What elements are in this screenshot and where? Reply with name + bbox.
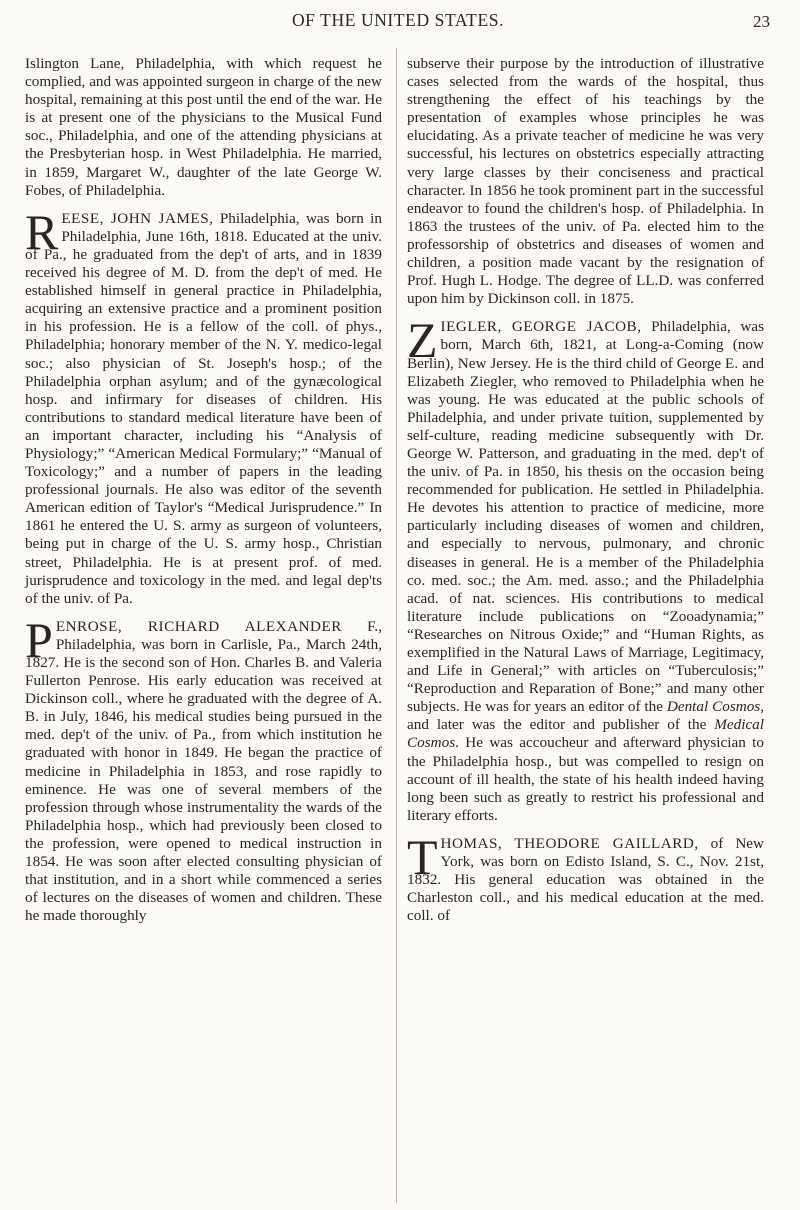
entry-reese xyxy=(25,203,382,608)
entry-body: . He was accoucheur and afterward physician to the Philadelphia hosp., but was compelled to resign on account of ill health, the state of his health indeed having long been such as greatly to restrict his professional and literary efforts. xyxy=(407,734,764,824)
entry-name: EESE, JOHN JAMES, xyxy=(61,209,214,227)
entry-thomas xyxy=(407,828,764,925)
column-divider xyxy=(396,48,397,1203)
journal-title: Dental Cosmos xyxy=(666,698,761,716)
entry-body: of New York, was born on Edisto Island, S. C., Nov. 21st, 1832. His general education was obtained in the Charleston coll., and his medical education at the med. coll. of xyxy=(407,834,764,925)
drop-cap: T xyxy=(407,828,438,885)
entry-body: Philadelphia, was born, March 6th, 1821, at Long-a-Coming (now Berlin), New Jersey. He is the third child of George E. and Elizabeth Ziegler, who removed to Philadelphia when he was young. He was educated at the public schools of Philadelphia, and under private tuition, supplemented by self-culture, reading medicine subsequently with Dr. George W. Patterson, and graduating in the med. dep't of the univ. of Pa. in 1850, his thesis on the occasion being recommended for publication. He settled in Philadelphia. He devotes his attention to practice of medicine, more particularly including diseases of women and children, and especially to nervous, pulmonary, and chronic diseases in general. He is a member of the Philadelphia co. med. soc.; the Am. med. asso.; and the Philadelphia acad. of nat. sciences. His contributions to medical literature include publications on “Zooadynamia;” “Researches on Nitrous Oxide;” and “Human Rights, as exemplified in the Natural Laws of Marriage, Legitimacy, and Life in General;” with articles on “Tuberculosis;” “Reproduction and Reparation of Bone;” and many other subjects. He was for years an editor of the xyxy=(407,318,765,716)
left-column xyxy=(25,55,382,935)
page-number: 23 xyxy=(753,12,770,31)
entry-name: HOMAS, THEODORE GAILLARD, xyxy=(440,834,699,852)
entry-body: , and later was the editor and publisher of the xyxy=(407,698,764,734)
entry-body: F., Philadelphia, was born in Carlisle, Pa., March 24th, 1827. He is the second son of Hon. Charles B. and Valeria Fullerton Penrose. His early education was received at Dickinson coll., where he graduated with the degree of A. B. in July, 1846, his medical studies being pursued in the med. dep't of the univ. of Pa., from which institution he graduated with honor in 1849. He began the practice of medicine in Philadelphia in 1853, and rose rapidly to eminence. He was one of several members of the profession through whose instrumentality the wards of the Philadelphia hosp., which had previously been closed to the profession, were opened to medical instruction in 1854. He was soon after elected consulting physician of that institution, and in a short while commenced a series of lectures on the diseases of women and children. These he made thoroughly xyxy=(25,617,382,925)
right-column xyxy=(407,55,764,935)
entry-ziegler xyxy=(407,312,765,825)
drop-cap: P xyxy=(25,611,53,668)
page-header xyxy=(26,8,770,38)
entry-name: ENROSE, RICHARD ALEXANDER xyxy=(55,617,342,635)
entry-name: IEGLER, GEORGE JACOB, xyxy=(440,318,642,336)
running-head: OF THE UNITED STATES. xyxy=(291,10,505,30)
entry-body: Philadelphia, was born in Philadelphia, June 16th, 1818. Educated at the univ. of Pa., he graduated from the dep't of arts, and in 1839 received his degree of M. D. from the dep't of med. He established himself in general practice in Philadelphia, acquiring an extensive practice and a prominent position in his profession. He is a fellow of the coll. of phys., Philadelphia; honorary member of the N. Y. medico-legal soc.; also physician of St. Joseph's hosp.; of the Philadelphia orphan asylum; and of the gynæcological hosp. and infirmary for diseases of children. His contributions to standard medical literature have been of an important character, including his “Analysis of Physiology;” “American Medical Formulary;” “Manual of Toxicology;” and a number of papers in the leading professional journals. He also was editor of the seventh American edition of Taylor's “Medical Jurisprudence.” In 1861 he entered the U. S. army as surgeon of volunteers, being put in charge of the U. S. army hosp., Christian street, Philadelphia. He is at present prof. of med. jurisprudence and toxicology in the med. and legal dep'ts of the univ. of Pa. xyxy=(25,209,382,607)
continuation-paragraph: Islington Lane, Philadelphia, with which request he complied, and was appointed surgeon in charge of the new hospital, remaining at this post until the end of the war. He is at present one of the physicians to the Musical Fund soc., Philadelphia, and one of the attending physicians at the Presbyterian hosp. in West Philadelphia. He married, in 1859, Margaret W., daughter of the late George W. Fobes, of Philadelphia. xyxy=(25,55,382,199)
drop-cap: Z xyxy=(407,312,438,369)
drop-cap: R xyxy=(25,203,59,260)
journal-title: Medical Cosmos xyxy=(407,716,764,752)
continuation-paragraph: subserve their purpose by the introduction of illustrative cases selected from the wards of the hospital, thus strengthening the effect of his teachings by the presentation of examples whose principles he was elucidating. As a private teacher of medicine he was very successful, his lectures on obstetrics especially attracting very large classes by their conciseness and practical character. In 1856 he took prominent part in the successful endeavor to found the children's hosp. of Philadelphia. In 1863 the trustees of the univ. of Pa. elected him to the professorship of obstetrics and diseases of women and children, a position made vacant by the resignation of Prof. Hugh L. Hodge. The degree of LL.D. was conferred upon him by Dickinson coll. in 1875. xyxy=(407,55,764,308)
entry-penrose xyxy=(25,611,382,926)
